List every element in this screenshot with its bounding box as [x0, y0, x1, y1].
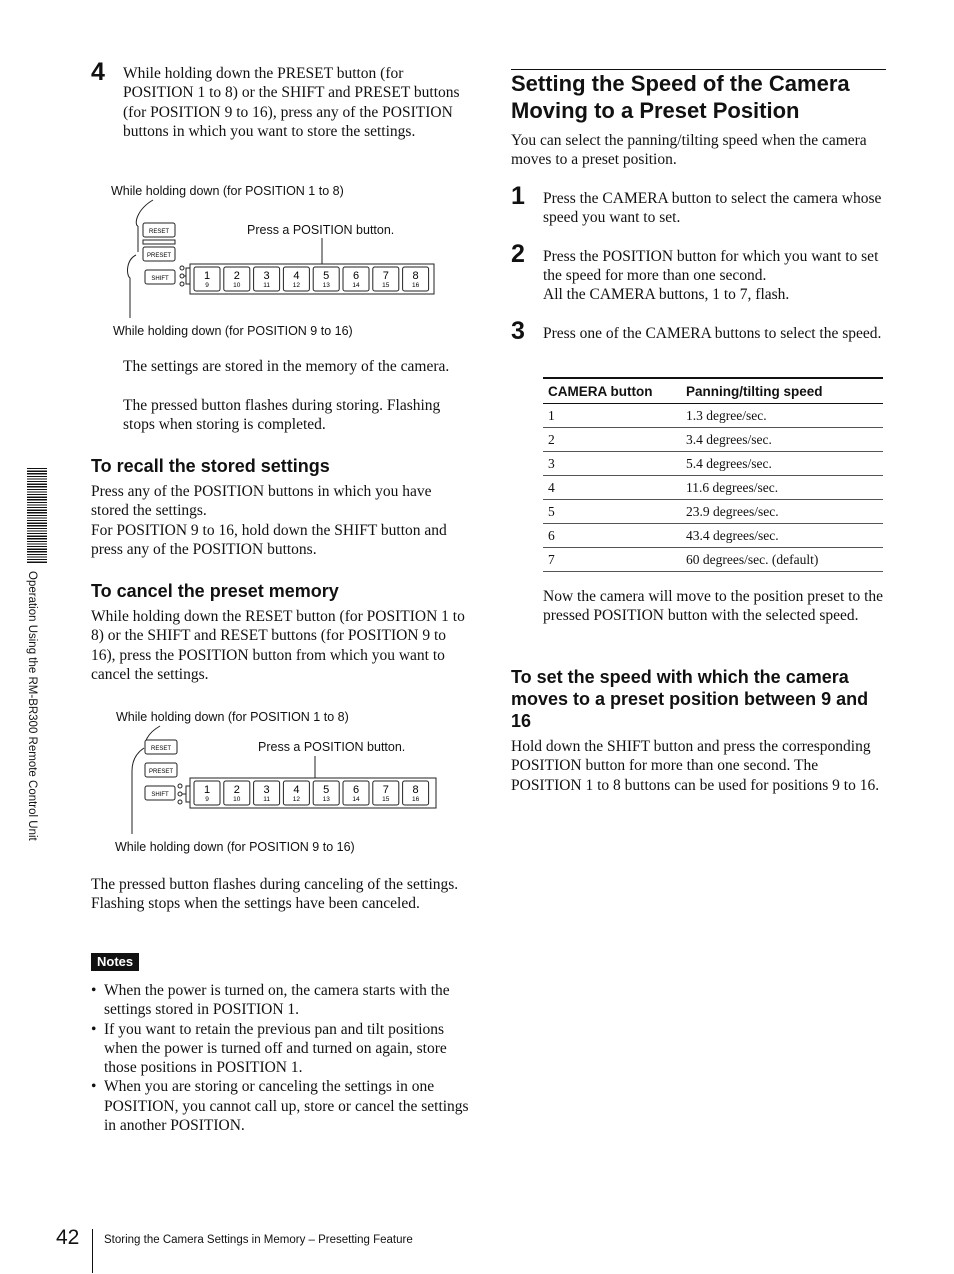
- section-heading: Setting the Speed of the Camera Moving to a Preset Position: [511, 71, 850, 123]
- fig2-position-label-top: 6: [352, 784, 360, 796]
- fig2-position-label-bottom: 9: [205, 796, 209, 803]
- fig2-position-label-bottom: 15: [382, 796, 390, 803]
- fig1-position-label-top: 6: [352, 270, 360, 282]
- fig2-position-label-top: 7: [382, 784, 389, 796]
- step-3-number: 3: [511, 317, 525, 345]
- footer-divider: [92, 1229, 93, 1273]
- fig1-position-label-top: 4: [293, 270, 300, 282]
- step-1-text: Press the CAMERA button to select the camera whose speed you want to set.: [543, 190, 882, 227]
- table-row: [543, 476, 883, 500]
- after-fig1-line1: The settings are stored in the memory of the camera.: [123, 358, 450, 375]
- fig1-press-caption: Press a POSITION button.: [247, 223, 395, 237]
- table-header-speed: Panning/tilting speed: [681, 378, 883, 404]
- sub-heading: To set the speed with which the camera moves to a preset position between 9 and 16: [511, 667, 869, 731]
- table-row: [543, 404, 883, 428]
- table-row: [543, 548, 883, 572]
- fig2-side-btn-reset: RESET: [150, 746, 172, 752]
- table-cell: 3.4 degrees/sec.: [681, 428, 883, 452]
- table-cell: 5.4 degrees/sec.: [681, 452, 883, 476]
- fig1-position-label-bottom: 16: [411, 282, 420, 289]
- fig1-position-label-bottom: 15: [382, 282, 390, 289]
- notes-list: [91, 981, 469, 1135]
- fig2-position-label-top: 1: [203, 784, 211, 796]
- side-tab-stripes: [27, 468, 47, 563]
- fig2-position-label-top: 4: [293, 784, 300, 796]
- fig2-top-caption: While holding down (for POSITION 1 to 8): [116, 710, 349, 724]
- after-table-text: Now the camera will move to the position preset to the pressed POSITION button with the selected speed.: [543, 588, 884, 625]
- fig1-position-label-top: 2: [233, 270, 240, 282]
- table-cell: 2: [543, 428, 681, 452]
- note-item-2: • If you want to retain the previous pan and tilt positions when the power is turned off and turned on again, store those positions in POSITION 1.: [91, 1020, 469, 1078]
- table-row: [543, 500, 883, 524]
- table-cell: 11.6 degrees/sec.: [681, 476, 883, 500]
- fig2-position-label-bottom: 16: [411, 796, 420, 803]
- step-2-number: 2: [511, 240, 525, 268]
- figure-store-diagram: [108, 180, 468, 345]
- table-cell: 5: [543, 500, 681, 524]
- fig1-position-label-top: 3: [263, 270, 270, 282]
- fig2-position-label-bottom: 11: [263, 796, 270, 803]
- fig1-position-label-bottom: 14: [352, 282, 360, 289]
- fig1-position-label-bottom: 9: [205, 282, 209, 289]
- figure-cancel-diagram: [110, 706, 470, 861]
- step-4-text: While holding down the PRESET button (for POSITION 1 to 8) or the SHIFT and PRESET buttons (for POSITION 9 to 16), press any of the POSITION buttons in which you want to store the settings.: [123, 65, 460, 140]
- fig1-top-caption: While holding down (for POSITION 1 to 8): [111, 184, 344, 198]
- table-cell: 7: [543, 548, 681, 572]
- after-fig1-line2: The pressed button flashes during storing. Flashing stops when storing is completed.: [123, 397, 441, 434]
- after-fig2-text: The pressed button flashes during canceling of the settings. Flashing stops when the settings have been canceled.: [91, 876, 459, 913]
- fig2-side-btn-shift: SHIFT: [151, 792, 169, 798]
- step-3-text: Press one of the CAMERA buttons to select the speed.: [543, 325, 882, 342]
- recall-heading: To recall the stored settings: [91, 456, 330, 476]
- table-row: [543, 524, 883, 548]
- fig1-controls-svg: [108, 180, 468, 345]
- note-item-1: • When the power is turned on, the camera starts with the settings stored in POSITION 1.: [91, 981, 469, 1020]
- speed-table: [543, 377, 883, 572]
- table-cell: 1: [543, 404, 681, 428]
- step-2-line-1: Press the POSITION button for which you want to set the speed for more than one second.: [543, 248, 879, 285]
- sub-text: Hold down the SHIFT button and press the corresponding POSITION button for more than one second. The POSITION 1 to 8 buttons can be used for positions 9 to 16.: [511, 738, 880, 794]
- fig1-side-btn-shift: SHIFT: [151, 276, 169, 282]
- fig1-side-btn-preset: PRESET: [146, 253, 172, 259]
- table-cell: 43.4 degrees/sec.: [681, 524, 883, 548]
- fig1-side-btn-reset: RESET: [148, 229, 170, 235]
- fig2-side-btn-preset: PRESET: [148, 769, 174, 775]
- fig1-bottom-caption: While holding down (for POSITION 9 to 16): [113, 324, 353, 338]
- table-header-camera: CAMERA button: [543, 378, 681, 404]
- step-2-line-2: All the CAMERA buttons, 1 to 7, flash.: [543, 286, 790, 303]
- table-cell: 4: [543, 476, 681, 500]
- fig2-position-label-bottom: 12: [292, 796, 301, 803]
- fig2-position-label-top: 8: [412, 784, 419, 796]
- step-1-number: 1: [511, 182, 525, 210]
- table-cell: 23.9 degrees/sec.: [681, 500, 883, 524]
- fig2-position-label-top: 3: [263, 784, 270, 796]
- page-number: 42: [56, 1226, 80, 1249]
- fig2-position-label-top: 5: [323, 784, 330, 796]
- cancel-heading: To cancel the preset memory: [91, 581, 339, 601]
- table-cell: 6: [543, 524, 681, 548]
- footer-text: Storing the Camera Settings in Memory – Presetting Feature: [104, 1234, 413, 1246]
- step-4-number: 4: [91, 58, 105, 86]
- table-cell: 1.3 degree/sec.: [681, 404, 883, 428]
- fig1-position-label-top: 1: [203, 270, 211, 282]
- section-intro: You can select the panning/tilting speed when the camera moves to a preset position.: [511, 132, 867, 169]
- fig2-position-label-bottom: 13: [322, 796, 330, 803]
- fig2-position-label-bottom: 10: [233, 796, 241, 803]
- fig1-position-label-bottom: 10: [233, 282, 241, 289]
- cancel-text: While holding down the RESET button (for POSITION 1 to 8) or the SHIFT and RESET buttons (for POSITION 9 to 16), press the POSITION button from which you want to cancel the settings.: [91, 608, 465, 683]
- recall-para-2: For POSITION 9 to 16, hold down the SHIFT button and press any of the POSITION buttons.: [91, 522, 447, 559]
- fig1-position-label-top: 7: [382, 270, 389, 282]
- fig1-position-label-top: 8: [412, 270, 419, 282]
- table-row: [543, 452, 883, 476]
- recall-para-1: Press any of the POSITION buttons in which you have stored the settings.: [91, 483, 432, 520]
- table-row: [543, 428, 883, 452]
- table-header-row: [543, 378, 883, 404]
- fig1-position-label-bottom: 12: [292, 282, 301, 289]
- fig2-bottom-caption: While holding down (for POSITION 9 to 16): [115, 840, 355, 854]
- fig2-press-caption: Press a POSITION button.: [258, 740, 406, 754]
- fig2-position-label-top: 2: [233, 784, 240, 796]
- fig1-position-label-bottom: 11: [263, 282, 270, 289]
- fig1-position-label-top: 5: [323, 270, 330, 282]
- table-cell: 60 degrees/sec. (default): [681, 548, 883, 572]
- fig2-position-label-bottom: 14: [352, 796, 360, 803]
- note-item-3: • When you are storing or canceling the settings in one POSITION, you cannot call up, store or cancel the settings in another POSITION.: [91, 1077, 469, 1135]
- side-tab-label: Operation Using the RM-BR300 Remote Control Unit: [26, 571, 38, 841]
- fig1-position-label-bottom: 13: [322, 282, 330, 289]
- table-cell: 3: [543, 452, 681, 476]
- fig2-controls-svg: [110, 706, 470, 861]
- notes-label: Notes: [91, 953, 139, 971]
